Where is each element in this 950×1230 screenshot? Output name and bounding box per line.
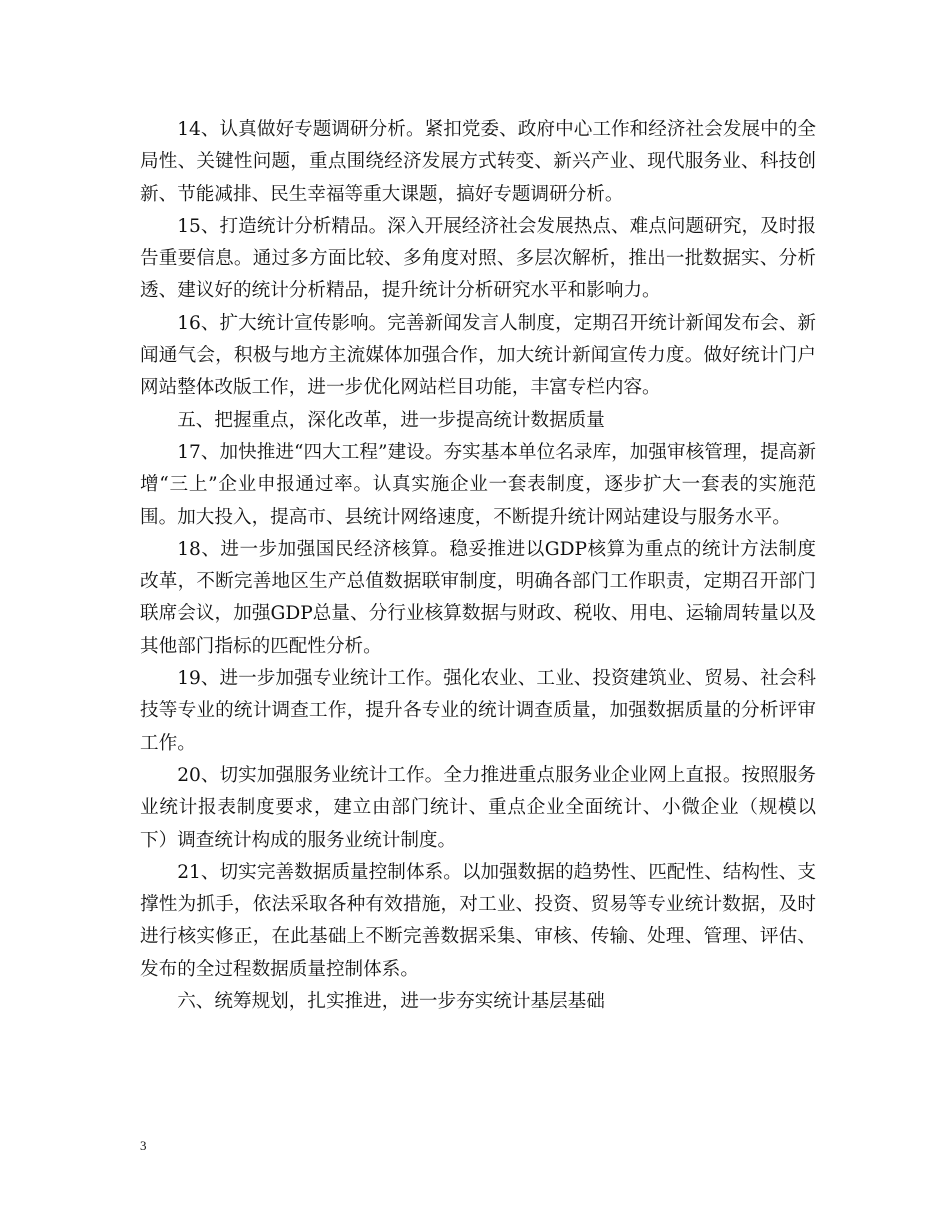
paragraph-item-17: 17、加快推进“四大工程”建设。夯实基本单位名录库，加强审核管理，提高新增“三上”企业申报通过率。认真实施企业一套表制度，逐步扩大一套表的实施范围。加大投入，提高市、县统计网络速度，不断提升统计网站建设与服务水平。 bbox=[140, 441, 816, 528]
section-heading-5: 五、把握重点，深化改革，进一步提高统计数据质量 bbox=[177, 409, 605, 431]
document-body bbox=[140, 114, 816, 1018]
paragraph-item-16: 16、扩大统计宣传影响。完善新闻发言人制度，定期召开统计新闻发布会、新闻通气会，积极与地方主流媒体加强合作，加大统计新闻宣传力度。做好统计门户网站整体改版工作，进一步优化网站栏目功能，丰富专栏内容。 bbox=[140, 312, 816, 399]
section-heading-6: 六、统筹规划，扎实推进，进一步夯实统计基层基础 bbox=[177, 991, 605, 1013]
paragraph-item-18: 18、进一步加强国民经济核算。稳妥推进以GDP核算为重点的统计方法制度改革，不断完善地区生产总值数据联审制度，明确各部门工作职责，定期召开部门联席会议，加强GDP总量、分行业核算数据与财政、税收、用电、运输周转量以及其他部门指标的匹配性分析。 bbox=[140, 538, 816, 657]
page-number: 3 bbox=[140, 1138, 147, 1153]
paragraph-item-20: 20、切实加强服务业统计工作。全力推进重点服务业企业网上直报。按照服务业统计报表制度要求，建立由部门统计、重点企业全面统计、小微企业（规模以下）调查统计构成的服务业统计制度。 bbox=[140, 764, 816, 851]
paragraph-item-15: 15、打造统计分析精品。深入开展经济社会发展热点、难点问题研究，及时报告重要信息。通过多方面比较、多角度对照、多层次解析，推出一批数据实、分析透、建议好的统计分析精品，提升统计分析研究水平和影响力。 bbox=[140, 215, 816, 302]
paragraph-item-14: 14、认真做好专题调研分析。紧扣党委、政府中心工作和经济社会发展中的全局性、关键性问题，重点围绕经济发展方式转变、新兴产业、现代服务业、科技创新、节能减排、民生幸福等重大课题，搞好专题调研分析。 bbox=[140, 119, 816, 205]
paragraph-item-19: 19、进一步加强专业统计工作。强化农业、工业、投资建筑业、贸易、社会科技等专业的统计调查工作，提升各专业的统计调查质量，加强数据质量的分析评审工作。 bbox=[140, 668, 816, 754]
paragraph-item-21: 21、切实完善数据质量控制体系。以加强数据的趋势性、匹配性、结构性、支撑性为抓手，依法采取各种有效措施，对工业、投资、贸易等专业统计数据，及时进行核实修正，在此基础上不断完善数据采集、审核、传输、处理、管理、评估、发布的全过程数据质量控制体系。 bbox=[140, 861, 816, 980]
